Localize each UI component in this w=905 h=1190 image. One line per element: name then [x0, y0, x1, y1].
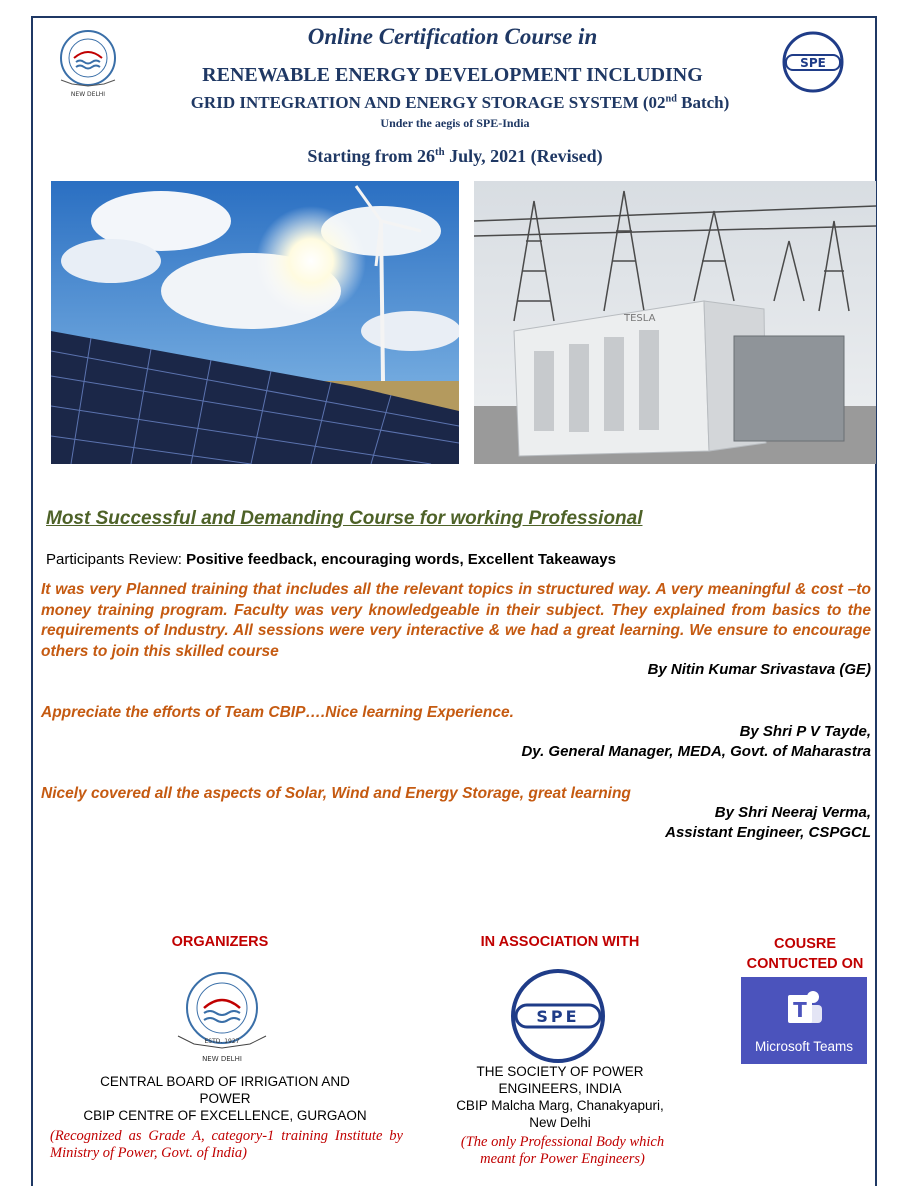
review-byline-2: By Shri P V Tayde, Dy. General Manager, MEDA, Govt. of Maharastra	[521, 723, 871, 760]
organizers-heading: ORGANIZERS	[171, 934, 269, 950]
platform-heading: COUSRE CONTUCTED ON	[746, 936, 864, 972]
svg-text:SPE: SPE	[536, 1007, 580, 1026]
solar-wind-photo	[51, 181, 459, 464]
association-heading: IN ASSOCIATION WITH	[480, 934, 640, 950]
cbip-logo-icon	[58, 28, 118, 100]
course-title-line3: GRID INTEGRATION AND ENERGY STORAGE SYSTEM (02nd Batch)	[190, 93, 730, 112]
review-quote-1: It was very Planned training that includes all the relevant topics in structured way. A very meaningful & cost –to money training program. Faculty was very knowledgeable in their subject. They explained from basics to the requirements of Industry. All sessions were very interactive & we had a great learning. We ensure to encourage others to join this skilled course	[41, 581, 871, 660]
svg-text:NEW DELHI: NEW DELHI	[70, 91, 106, 98]
organizer-name: CENTRAL BOARD OF IRRIGATION AND POWER CBIP CENTRE OF EXCELLENCE, GURGAON	[83, 1074, 367, 1123]
aegis-line: Under the aegis of SPE-India	[380, 116, 530, 130]
svg-text:SPE: SPE	[800, 56, 826, 70]
review-byline-1: By Nitin Kumar Srivastava (GE)	[647, 661, 871, 678]
spe-logo-icon	[510, 968, 606, 1064]
review-quote-3: Nicely covered all the aspects of Solar, Wind and Energy Storage, great learning	[41, 785, 631, 802]
teams-icon	[782, 987, 826, 1031]
svg-text:T: T	[793, 998, 807, 1022]
course-title-line2: RENEWABLE ENERGY DEVELOPMENT INCLUDING	[202, 64, 703, 86]
microsoft-teams-logo	[741, 977, 867, 1064]
headline: Most Successful and Demanding Course for working Professional	[46, 508, 643, 529]
review-byline-3: By Shri Neeraj Verma, Assistant Engineer, CSPGCL	[665, 804, 871, 841]
teams-label: Microsoft Teams	[754, 1039, 854, 1054]
battery-storage-photo	[474, 181, 876, 464]
spe-logo-icon	[782, 31, 844, 93]
association-note: (The only Professional Body which meant for Power Engineers)	[460, 1134, 665, 1167]
review-intro: Participants Review: Positive feedback, encouraging words, Excellent Takeaways	[46, 551, 616, 568]
svg-text:NEW DELHI: NEW DELHI	[202, 1055, 242, 1063]
organizer-note: (Recognized as Grade A, category-1 training Institute by Ministry of Power, Govt. of India)	[50, 1128, 403, 1161]
svg-text:TESLA: TESLA	[624, 313, 656, 324]
cbip-logo-icon	[172, 966, 272, 1066]
course-title-line1: Online Certification Course in	[307, 24, 598, 49]
review-quote-2: Appreciate the efforts of Team CBIP….Nice learning Experience.	[41, 704, 514, 721]
association-name: THE SOCIETY OF POWER ENGINEERS, INDIA CBIP Malcha Marg, Chanakyapuri, New Delhi	[456, 1064, 664, 1130]
svg-text:ESTD. 1927: ESTD. 1927	[204, 1038, 240, 1045]
start-date: Starting from 26th July, 2021 (Revised)	[307, 146, 603, 166]
